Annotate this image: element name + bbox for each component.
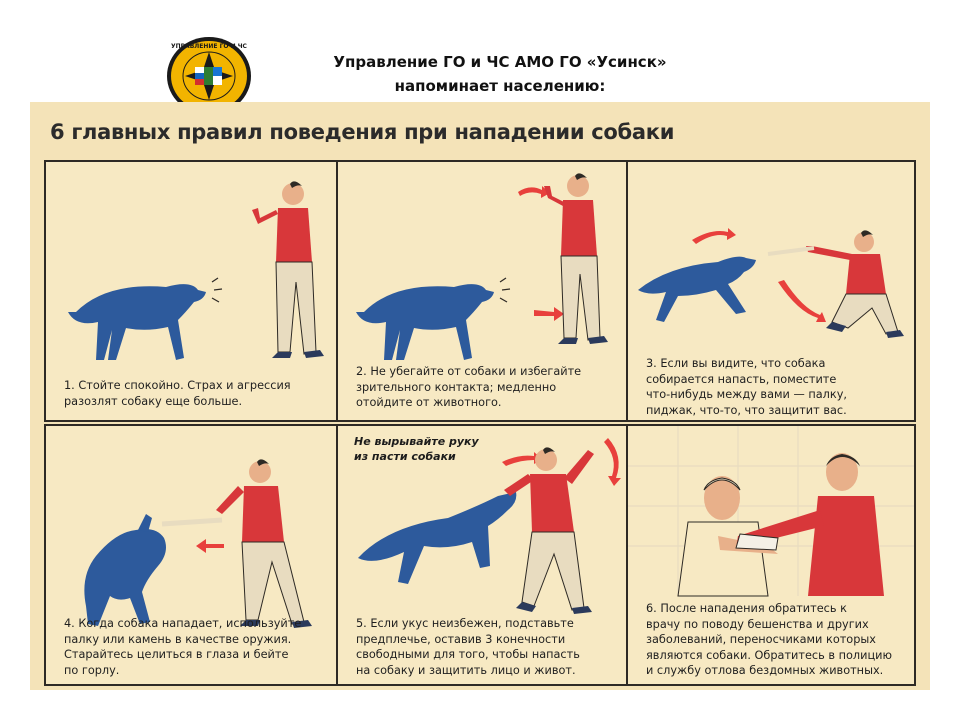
rule-panel-4 [44, 424, 338, 686]
rule-panel-2 [336, 160, 628, 422]
arrow-icons [196, 539, 224, 553]
man-figure [252, 181, 324, 358]
rule-panel-5 [336, 424, 628, 686]
poster [30, 102, 930, 690]
rule-panel-3 [626, 160, 916, 422]
dog-figure [356, 284, 494, 360]
arrow-icons [518, 186, 564, 321]
man-figure [504, 447, 594, 614]
rule-caption-3: 3. Если вы видите, что собака собирается напасть, поместите что-нибудь между вами — палку, пиджак, что-то, что защитит вас. [646, 357, 847, 417]
header-line-2: напоминает населению: [394, 77, 606, 95]
dog-figure [68, 284, 206, 360]
poster-title: 6 главных правил поведения при нападении собаки [50, 120, 675, 144]
dog-figure [84, 514, 166, 626]
man-figure [544, 173, 608, 344]
rule-caption-2: 2. Не убегайте от собаки и избегайте зрительного контакта; медленно отойдите от животного. [356, 365, 582, 409]
rule-panel-1 [44, 160, 338, 422]
logo-text-top: УПРАВЛЕНИЕ ГО И ЧС [171, 43, 247, 50]
rule-caption-5: 5. Если укус неизбежен, подставьте предплечье, оставив 3 конечности свободными для того, чтобы напасть на собаку и защитить лицо и живот. [356, 617, 580, 677]
rule-caption-4: 4. Когда собака нападает, используйте палку или камень в качестве оружия. Старайтесь целиться в глаза и бейте по горлу. [64, 617, 302, 677]
dog-figure [358, 492, 516, 584]
man-figure [216, 459, 312, 628]
warning-note: Не вырывайте руку из пасти собаки [354, 435, 479, 463]
rule-panel-6 [626, 424, 916, 686]
man-figure [768, 230, 904, 338]
dog-figure [638, 257, 756, 322]
rule-caption-6: 6. После нападения обратитесь к врачу по поводу бешенства и других заболеваний, переносчиками которых являются собаки. Обратитесь в полицию и службу отлова бездомных животных. [646, 602, 893, 677]
header-line-1: Управление ГО и ЧС АМО ГО «Усинск» [333, 53, 667, 71]
rule-caption-1: 1. Стойте спокойно. Страх и агрессия разозлят собаку еще больше. [64, 379, 291, 408]
header [255, 50, 745, 98]
